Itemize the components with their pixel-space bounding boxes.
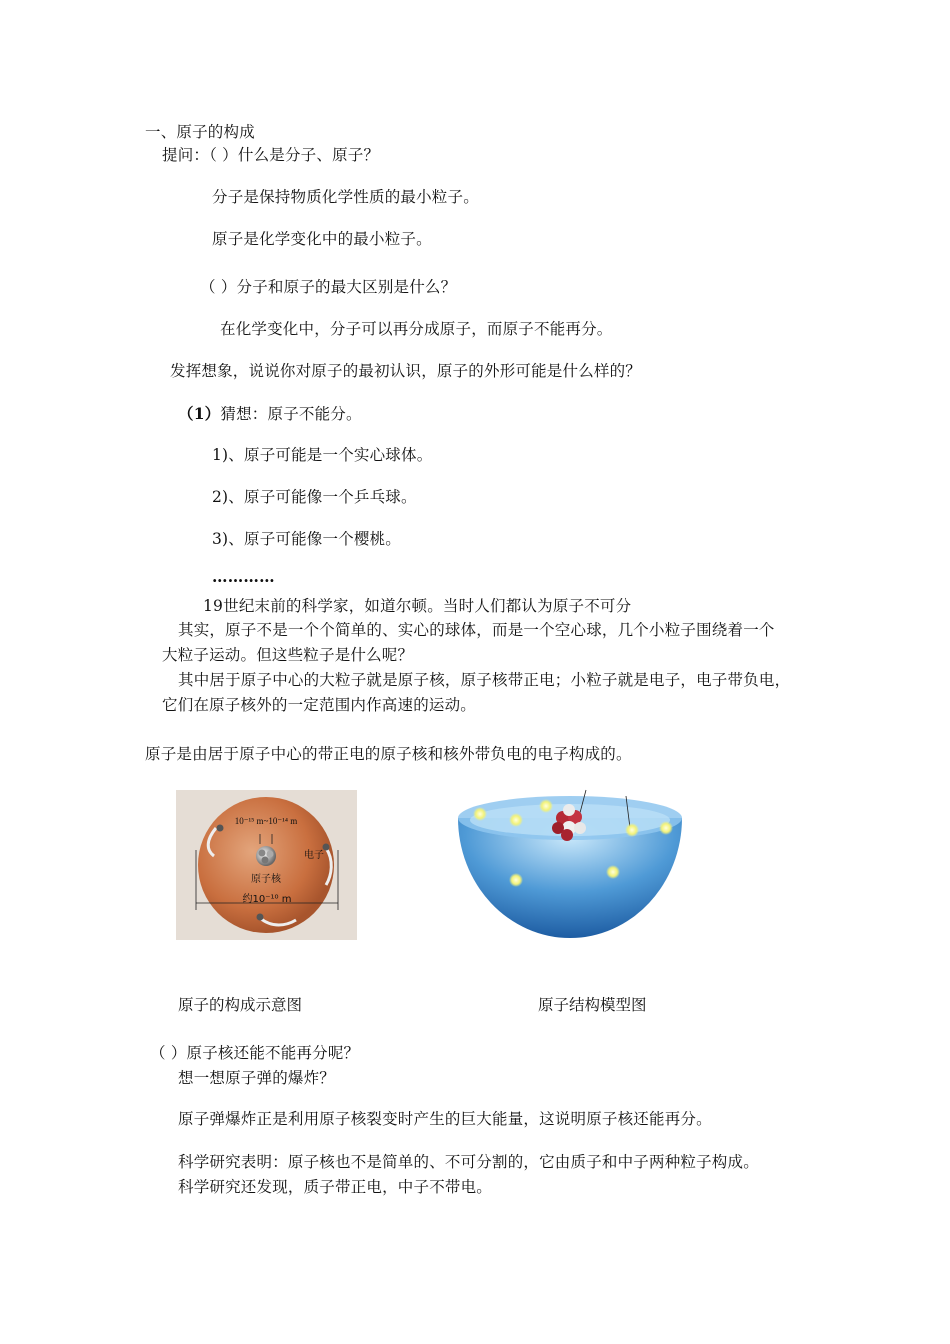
answer-2: 在化学变化中，分子可以再分成原子，而原子不能再分。 <box>220 320 613 338</box>
paragraph-2-line-2: 它们在原子核外的一定范围内作高速的运动。 <box>162 696 477 714</box>
fig1-electron-label: 电子 <box>304 850 324 861</box>
conclusion: 原子是由居于原子中心的带正电的原子核和核外带负电的电子构成的。 <box>145 745 632 763</box>
atom-composition-figure <box>176 790 357 940</box>
fig2-caption: 原子结构模型图 <box>538 996 647 1014</box>
atom-model-graphic <box>456 788 684 943</box>
think-prompt: 想一想原子弹的爆炸？ <box>178 1069 336 1087</box>
guess-item: 1)、原子可能是一个实心球体。 <box>212 446 433 464</box>
question-1: 提问：（ ）什么是分子、原子？ <box>162 146 380 164</box>
guess-item: 3)、原子可能像一个樱桃。 <box>212 530 402 548</box>
atom-model-figure <box>456 788 684 943</box>
guess-number: （1） <box>178 404 221 423</box>
atom-definition: 原子是化学变化中的最小粒子。 <box>212 230 432 248</box>
research-line-1: 科学研究表明：原子核也不是简单的、不可分割的，它由质子和中子两种粒子构成。 <box>178 1153 759 1171</box>
fig1-nucleus-label: 原子核 <box>251 874 281 885</box>
history-note: 19世纪末前的科学家，如道尔顿。当时人们都认为原子不可分 <box>203 597 632 615</box>
paragraph-1-line-2: 大粒子运动。但这些粒子是什么呢？ <box>162 646 414 664</box>
imagine-prompt: 发挥想象，说说你对原子的最初认识，原子的外形可能是什么样的？ <box>170 362 642 380</box>
research-line-2: 科学研究还发现，质子带正电，中子不带电。 <box>178 1178 493 1196</box>
bomb-explanation: 原子弹爆炸正是利用原子核裂变时产生的巨大能量，这说明原子核还能再分。 <box>178 1110 712 1128</box>
question-2: （ ）分子和原子的最大区别是什么？ <box>200 278 457 296</box>
molecule-definition: 分子是保持物质化学性质的最小粒子。 <box>212 188 479 206</box>
guess-text: 猜想：原子不能分。 <box>220 405 362 423</box>
fig1-caption: 原子的构成示意图 <box>178 996 303 1014</box>
fig1-size-label: 约10⁻¹⁰ m <box>242 894 292 905</box>
guess-line <box>178 404 362 424</box>
fig1-top-label: 10⁻¹⁵ m~10⁻¹⁴ m <box>234 816 298 826</box>
paragraph-1-line-1: 其实，原子不是一个个简单的、实心的球体，而是一个空心球，几个小粒子围绕着一个 <box>178 621 775 639</box>
guess-item: 2)、原子可能像一个乒乓球。 <box>212 488 417 506</box>
question-3: （ ）原子核还能不能再分呢？ <box>150 1044 360 1062</box>
section-heading: 一、原子的构成 <box>145 123 255 141</box>
atom-composition-graphic <box>176 790 357 940</box>
paragraph-2-line-1: 其中居于原子中心的大粒子就是原子核，原子核带正电；小粒子就是电子，电子带负电， <box>178 671 791 689</box>
ellipsis: ………… <box>212 567 275 586</box>
